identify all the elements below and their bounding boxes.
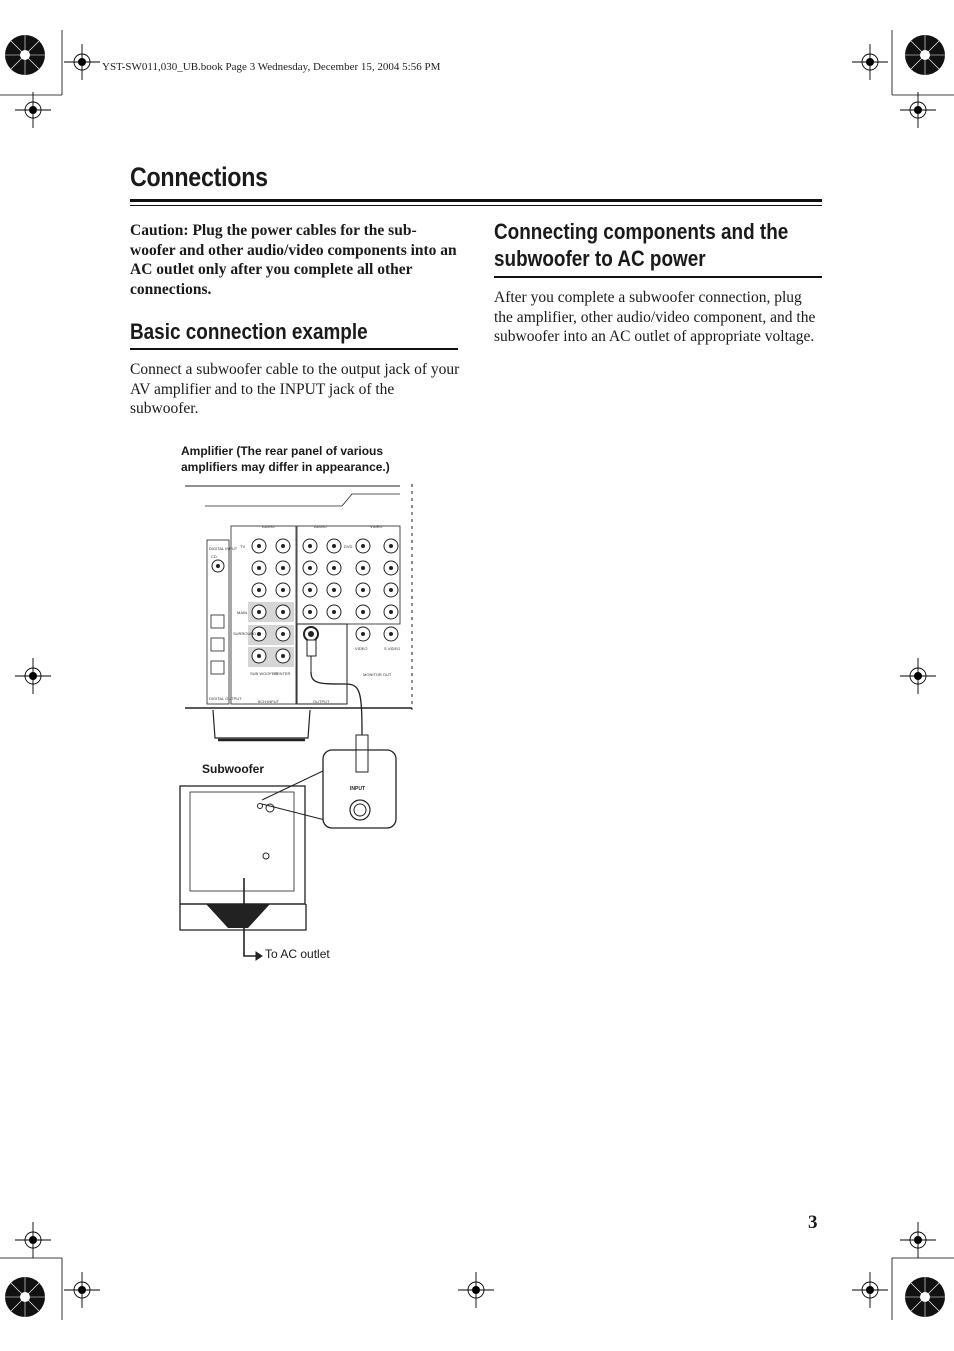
surround-label: SURROUND bbox=[233, 631, 257, 636]
dvd-label: DVD bbox=[344, 544, 353, 549]
main-label: MAIN bbox=[237, 610, 247, 615]
amplifier-caption: Amplifier (The rear panel of various amplifiers may differ in appearance.) bbox=[181, 444, 390, 474]
ac-outlet-caption: To AC outlet bbox=[265, 947, 330, 961]
section-rule bbox=[130, 348, 458, 350]
ac-power-text: After you complete a subwoofer connection, plug the amplifier, other audio/video component, and the subwoofer into an AC outlet of appropriate voltage. bbox=[494, 289, 816, 345]
video-label: VIDEO bbox=[370, 524, 383, 529]
book-file-header: YST-SW011,030_UB.book Page 3 Wednesday, December 15, 2004 5:56 PM bbox=[102, 61, 441, 73]
6ch-input-label: 6CH INPUT bbox=[258, 699, 280, 704]
page-title: Connections bbox=[130, 162, 268, 192]
cd-label: CD bbox=[211, 554, 217, 559]
output-label: OUTPUT bbox=[313, 699, 330, 704]
title-rule bbox=[130, 199, 822, 202]
ac-power-heading: Connecting components and the subwoofer to AC power bbox=[494, 219, 789, 271]
audio-label: AUDIO bbox=[262, 524, 275, 529]
tv-label: TV bbox=[240, 544, 246, 549]
page-number: 3 bbox=[808, 1212, 818, 1233]
basic-connection-heading: Basic connection example bbox=[130, 319, 368, 344]
digital-input-label: DIGITAL INPUT bbox=[209, 546, 238, 551]
input-label: INPUT bbox=[350, 786, 365, 792]
digital-output-label: DIGITAL OUTPUT bbox=[209, 696, 242, 701]
subwoofer-caption: Subwoofer bbox=[202, 762, 264, 776]
audio-label: AUDIO bbox=[314, 524, 327, 529]
s-video-label: S VIDEO bbox=[384, 646, 401, 651]
connection-diagram bbox=[170, 480, 430, 970]
center-label: CENTER bbox=[274, 671, 291, 676]
caution-note: Caution: Plug the power cables for the sub-woofer and other audio/video components into an AC outlet only after you complete all other connections. bbox=[130, 222, 457, 298]
monitor-out-label: MONITOR OUT bbox=[363, 672, 392, 677]
video-jack-label: VIDEO bbox=[355, 646, 368, 651]
sub-woofer-label: SUB WOOFER bbox=[250, 671, 278, 676]
basic-connection-text: Connect a subwoofer cable to the output jack of your AV amplifier and to the INPUT jack of the subwoofer. bbox=[130, 361, 460, 417]
section-rule bbox=[494, 276, 822, 278]
title-rule-thin bbox=[130, 205, 822, 206]
